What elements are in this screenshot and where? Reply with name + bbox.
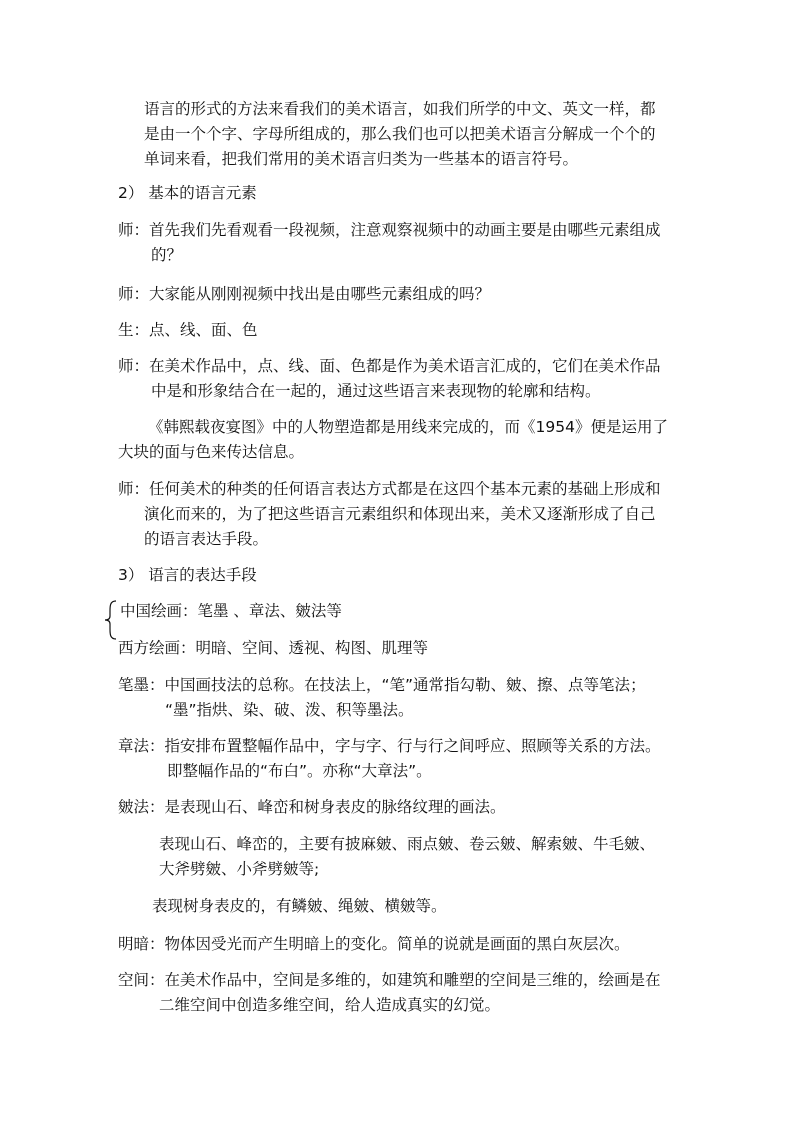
- section-heading-2: 2） 基本的语言元素: [118, 184, 257, 202]
- text-line: 空间：在美术作品中，空间是多维的，如建筑和雕塑的空间是三维的，绘画是在: [118, 971, 661, 989]
- cunfa-definition: 皴法：是表现山石、峰峦和树身表皮的脉络纹理的画法。: [118, 798, 506, 816]
- text-line: 师：在美术作品中，点、线、面、色都是作为美术语言汇成的，它们在美术作品: [118, 357, 661, 375]
- zhangfa-definition: [118, 734, 661, 784]
- student-answer: 生：点、线、面、色: [118, 321, 258, 339]
- text-line: 师：任何美术的种类的任何语言表达方式都是在这四个基本元素的基础上形成和: [118, 480, 661, 498]
- teacher-paragraph-1: [118, 218, 661, 268]
- example-paragraph: [118, 415, 668, 465]
- intro-paragraph: [144, 97, 656, 172]
- text-line: 演化而来的，为了把这些语言元素组织和体现出来，美术又逐渐形成了自己: [144, 505, 656, 523]
- cunfa-mountain-text: [159, 832, 655, 882]
- text-line: 师：首先我们先看观看一段视频，注意观察视频中的动画主要是由哪些元素组成: [118, 221, 661, 239]
- mingan-definition: 明暗：物体因受光而产生明暗上的变化。简单的说就是画面的黑白灰层次。: [118, 935, 630, 953]
- text-line: 单词来看，把我们常用的美术语言归类为一些基本的语言符号。: [144, 150, 579, 168]
- text-line: 语言的形式的方法来看我们的美术语言，如我们所学的中文、英文一样，都: [144, 100, 656, 118]
- text-line: 即整幅作品的“布白”。亦称“大章法”。: [167, 762, 432, 780]
- teacher-paragraph-3: [118, 354, 661, 404]
- text-line: 章法：指安排布置整幅作品中，字与字、行与行之间呼应、照顾等关系的方法。: [118, 737, 661, 755]
- western-painting-line: 西方绘画：明暗、空间、透视、构图、肌理等: [118, 639, 429, 657]
- text-line: 大斧劈皴、小斧劈皴等;: [159, 860, 320, 878]
- text-line: 是由一个个字、字母所组成的，那么我们也可以把美术语言分解成一个个的: [144, 125, 656, 143]
- bimo-definition: [118, 673, 646, 723]
- teacher-paragraph-4: [118, 477, 661, 552]
- text-line: 的语言表达手段。: [144, 530, 269, 548]
- chinese-painting-line: 中国绘画：笔墨 、章法、皴法等: [120, 602, 342, 620]
- text-line: 笔墨：中国画技法的总称。在技法上，“笔”通常指勾勒、皴、擦、点等笔法；: [118, 676, 646, 694]
- section-heading-3: 3） 语言的表达手段: [118, 566, 257, 584]
- text-line: “墨”指烘、染、破、泼、积等墨法。: [165, 701, 414, 719]
- text-line: 表现山石、峰峦的，主要有披麻皴、雨点皴、卷云皴、解索皴、牛毛皴、: [159, 835, 656, 853]
- text-line: 二维空间中创造多维空间，给人造成真实的幻觉。: [159, 996, 501, 1014]
- text-line: 中是和形象结合在一起的，通过这些语言来表现物的轮廓和结构。: [151, 382, 601, 400]
- text-line: 的？: [151, 246, 183, 264]
- teacher-paragraph-2: 师：大家能从刚刚视频中找出是由哪些元素组成的吗？: [118, 285, 491, 303]
- left-brace-icon: [104, 600, 118, 640]
- text-line: 《韩熙载夜宴图》中的人物塑造都是用线来完成的，而《1954》便是运用了: [148, 418, 668, 436]
- cunfa-tree-text: 表现树身表皮的，有鳞皴、绳皴、横皴等。: [152, 897, 447, 915]
- kongjian-definition: [118, 968, 661, 1018]
- text-line: 大块的面与色来传达信息。: [118, 443, 305, 461]
